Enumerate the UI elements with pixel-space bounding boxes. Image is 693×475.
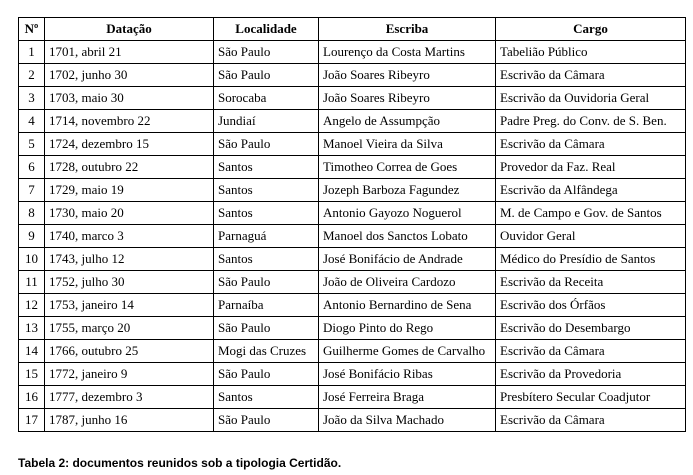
cell-num: 4	[19, 110, 45, 133]
cell-cargo: Escrivão da Câmara	[496, 133, 686, 156]
cell-localidade: São Paulo	[214, 409, 319, 432]
cell-escriba: Lourenço da Costa Martins	[319, 41, 496, 64]
cell-cargo: Tabelião Público	[496, 41, 686, 64]
cell-num: 12	[19, 294, 45, 317]
cell-cargo: Escrivão da Provedoria	[496, 363, 686, 386]
cell-datacao: 1728, outubro 22	[45, 156, 214, 179]
cell-localidade: Santos	[214, 248, 319, 271]
table-row	[19, 225, 686, 248]
cell-escriba: Timotheo Correa de Goes	[319, 156, 496, 179]
cell-cargo: Padre Preg. do Conv. de S. Ben.	[496, 110, 686, 133]
cell-escriba: Antonio Bernardino de Sena	[319, 294, 496, 317]
header-escriba: Escriba	[319, 18, 496, 41]
cell-datacao: 1703, maio 30	[45, 87, 214, 110]
table-row	[19, 409, 686, 432]
cell-cargo: M. de Campo e Gov. de Santos	[496, 202, 686, 225]
cell-num: 16	[19, 386, 45, 409]
cell-escriba: Manoel dos Sanctos Lobato	[319, 225, 496, 248]
cell-datacao: 1752, julho 30	[45, 271, 214, 294]
cell-localidade: Sorocaba	[214, 87, 319, 110]
cell-localidade: São Paulo	[214, 317, 319, 340]
documents-table	[18, 17, 686, 432]
table-row	[19, 271, 686, 294]
cell-localidade: São Paulo	[214, 271, 319, 294]
cell-num: 13	[19, 317, 45, 340]
cell-cargo: Escrivão da Câmara	[496, 409, 686, 432]
cell-escriba: José Bonifácio Ribas	[319, 363, 496, 386]
cell-localidade: São Paulo	[214, 64, 319, 87]
table-caption: Tabela 2: documentos reunidos sob a tipologia Certidão.	[18, 456, 342, 470]
table-row	[19, 386, 686, 409]
header-cargo: Cargo	[496, 18, 686, 41]
cell-cargo: Escrivão da Câmara	[496, 340, 686, 363]
cell-datacao: 1740, marco 3	[45, 225, 214, 248]
cell-localidade: Parnaguá	[214, 225, 319, 248]
cell-localidade: Santos	[214, 386, 319, 409]
cell-datacao: 1772, janeiro 9	[45, 363, 214, 386]
table-row	[19, 179, 686, 202]
cell-cargo: Escrivão da Receita	[496, 271, 686, 294]
cell-num: 17	[19, 409, 45, 432]
cell-escriba: João Soares Ribeyro	[319, 87, 496, 110]
cell-cargo: Provedor da Faz. Real	[496, 156, 686, 179]
cell-escriba: Antonio Gayozo Noguerol	[319, 202, 496, 225]
cell-cargo: Presbítero Secular Coadjutor	[496, 386, 686, 409]
cell-num: 9	[19, 225, 45, 248]
cell-localidade: Parnaíba	[214, 294, 319, 317]
cell-num: 10	[19, 248, 45, 271]
cell-num: 7	[19, 179, 45, 202]
table-row	[19, 248, 686, 271]
cell-localidade: Mogi das Cruzes	[214, 340, 319, 363]
cell-localidade: Jundiaí	[214, 110, 319, 133]
cell-escriba: Guilherme Gomes de Carvalho	[319, 340, 496, 363]
table-header-row	[19, 18, 686, 41]
cell-localidade: São Paulo	[214, 363, 319, 386]
cell-datacao: 1724, dezembro 15	[45, 133, 214, 156]
cell-cargo: Escrivão da Câmara	[496, 64, 686, 87]
cell-datacao: 1777, dezembro 3	[45, 386, 214, 409]
cell-escriba: João de Oliveira Cardozo	[319, 271, 496, 294]
cell-datacao: 1755, março 20	[45, 317, 214, 340]
cell-localidade: São Paulo	[214, 133, 319, 156]
table-row	[19, 156, 686, 179]
cell-localidade: Santos	[214, 156, 319, 179]
cell-escriba: Angelo de Assumpção	[319, 110, 496, 133]
cell-datacao: 1743, julho 12	[45, 248, 214, 271]
cell-escriba: Manoel Vieira da Silva	[319, 133, 496, 156]
table-row	[19, 317, 686, 340]
table-row	[19, 340, 686, 363]
cell-localidade: Santos	[214, 179, 319, 202]
cell-num: 2	[19, 64, 45, 87]
cell-cargo: Ouvidor Geral	[496, 225, 686, 248]
table-row	[19, 87, 686, 110]
cell-escriba: José Ferreira Braga	[319, 386, 496, 409]
cell-num: 6	[19, 156, 45, 179]
header-datacao: Datação	[45, 18, 214, 41]
cell-num: 15	[19, 363, 45, 386]
cell-num: 3	[19, 87, 45, 110]
cell-datacao: 1766, outubro 25	[45, 340, 214, 363]
cell-cargo: Médico do Presídio de Santos	[496, 248, 686, 271]
cell-escriba: Diogo Pinto do Rego	[319, 317, 496, 340]
cell-num: 5	[19, 133, 45, 156]
cell-num: 8	[19, 202, 45, 225]
cell-datacao: 1730, maio 20	[45, 202, 214, 225]
cell-cargo: Escrivão da Ouvidoria Geral	[496, 87, 686, 110]
cell-escriba: Jozeph Barboza Fagundez	[319, 179, 496, 202]
cell-num: 11	[19, 271, 45, 294]
table-row	[19, 110, 686, 133]
cell-datacao: 1701, abril 21	[45, 41, 214, 64]
cell-datacao: 1729, maio 19	[45, 179, 214, 202]
cell-localidade: São Paulo	[214, 41, 319, 64]
cell-escriba: José Bonifácio de Andrade	[319, 248, 496, 271]
header-localidade: Localidade	[214, 18, 319, 41]
cell-cargo: Escrivão dos Órfãos	[496, 294, 686, 317]
cell-datacao: 1787, junho 16	[45, 409, 214, 432]
cell-num: 1	[19, 41, 45, 64]
table-row	[19, 202, 686, 225]
cell-datacao: 1753, janeiro 14	[45, 294, 214, 317]
cell-cargo: Escrivão do Desembargo	[496, 317, 686, 340]
cell-cargo: Escrivão da Alfândega	[496, 179, 686, 202]
cell-num: 14	[19, 340, 45, 363]
table-row	[19, 133, 686, 156]
table-row	[19, 64, 686, 87]
cell-localidade: Santos	[214, 202, 319, 225]
cell-escriba: João da Silva Machado	[319, 409, 496, 432]
cell-datacao: 1702, junho 30	[45, 64, 214, 87]
cell-escriba: João Soares Ribeyro	[319, 64, 496, 87]
cell-datacao: 1714, novembro 22	[45, 110, 214, 133]
table-row	[19, 41, 686, 64]
table-row	[19, 294, 686, 317]
table-row	[19, 363, 686, 386]
header-num: Nº	[19, 18, 45, 41]
